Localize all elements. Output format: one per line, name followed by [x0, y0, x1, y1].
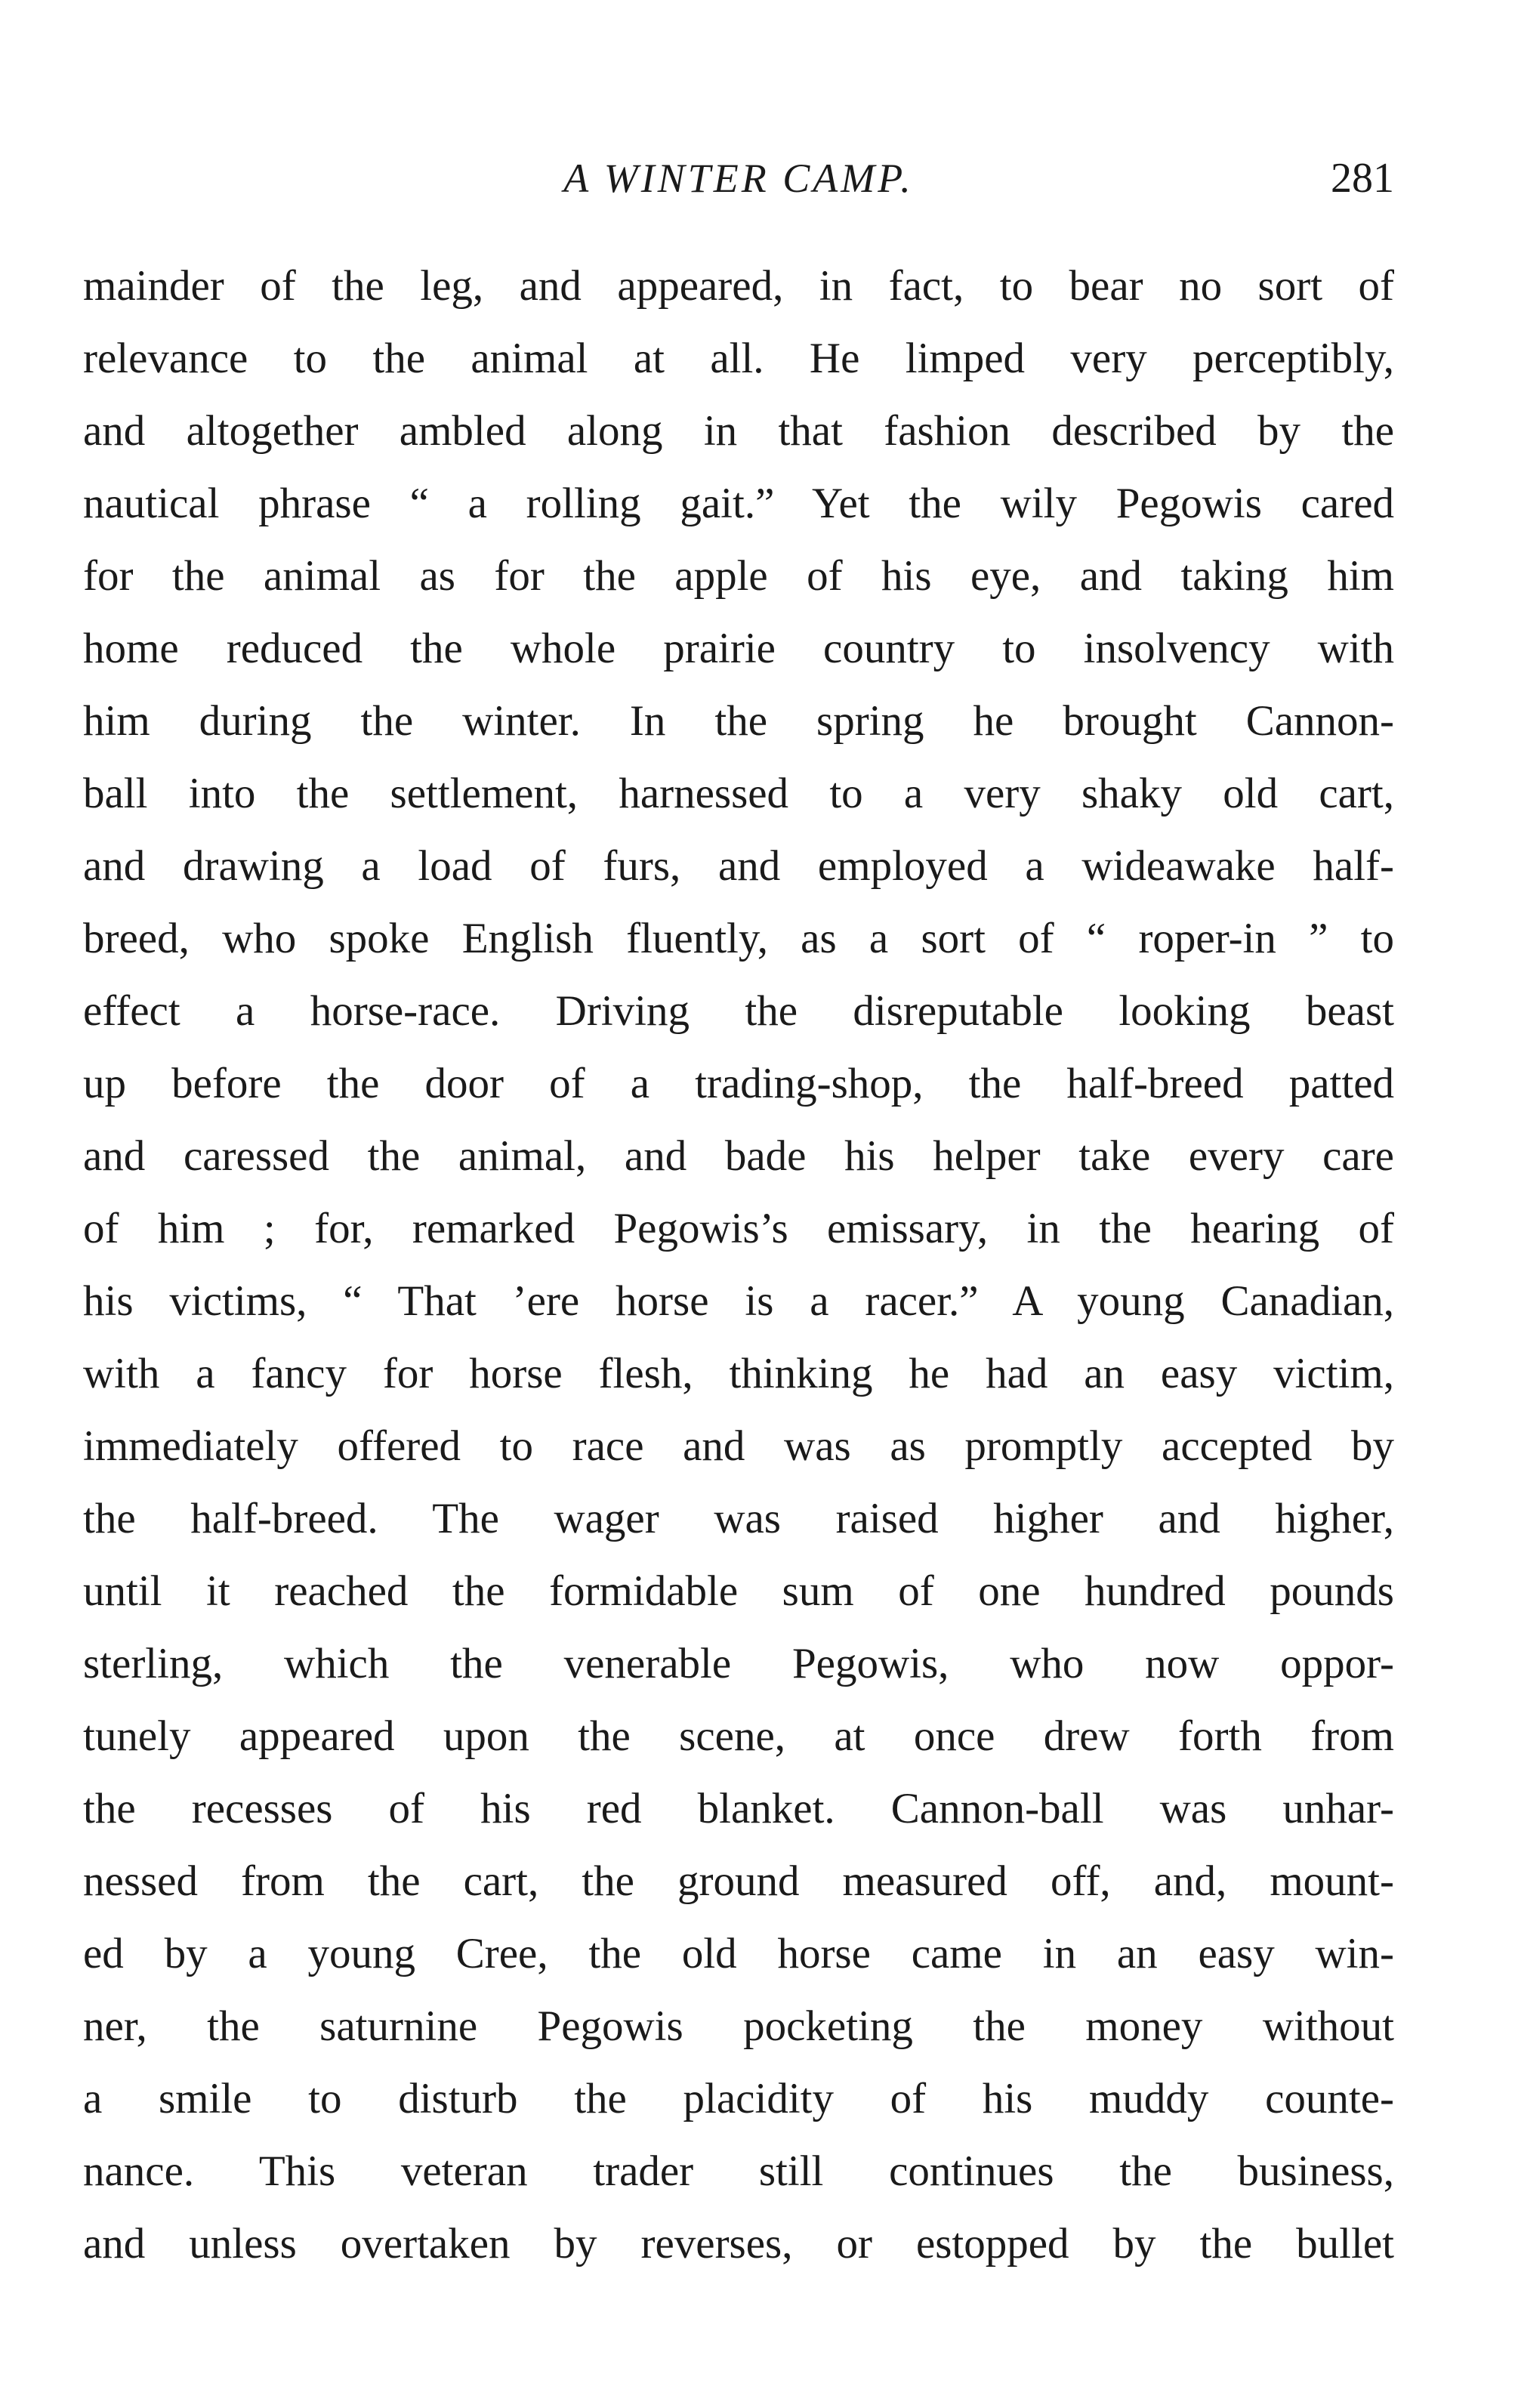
text-line: ball into the settlement, harnessed to a very shaky old cart,: [83, 770, 1394, 817]
text-line: nautical phrase “ a rolling gait.” Yet the wily Pegowis cared: [83, 480, 1394, 527]
body-text: [83, 250, 1394, 2280]
text-line: relevance to the animal at all. He limped very perceptibly,: [83, 335, 1394, 382]
text-line: immediately offered to race and was as promptly accepted by: [83, 1422, 1394, 1470]
text-line: the half-breed. The wager was raised higher and higher,: [83, 1495, 1394, 1542]
text-line: breed, who spoke English fluently, as a sort of “ roper-in ” to: [83, 915, 1394, 962]
text-line: home reduced the whole prairie country to insolvency with: [83, 625, 1394, 672]
text-line: him during the winter. In the spring he brought Cannon-: [83, 697, 1394, 745]
page-number: 281: [1331, 155, 1394, 202]
text-line: the recesses of his red blanket. Cannon-ball was unhar-: [83, 1785, 1394, 1832]
running-title: A WINTER CAMP.: [563, 156, 914, 201]
text-line: mainder of the leg, and appeared, in fact, to bear no sort of: [83, 262, 1394, 310]
text-line: and drawing a load of furs, and employed a wideawake half-: [83, 842, 1394, 890]
text-line: and unless overtaken by reverses, or estopped by the bullet: [83, 2220, 1394, 2268]
text-line: a smile to disturb the placidity of his muddy counte-: [83, 2075, 1394, 2122]
text-line: and altogether ambled along in that fashion described by the: [83, 407, 1394, 455]
text-line: effect a horse-race. Driving the disreputable looking beast: [83, 987, 1394, 1035]
text-line: sterling, which the venerable Pegowis, who now oppor-: [83, 1640, 1394, 1687]
text-line: ed by a young Cree, the old horse came in an easy win-: [83, 1930, 1394, 1977]
text-line: nessed from the cart, the ground measured off, and, mount-: [83, 1857, 1394, 1905]
text-line: for the animal as for the apple of his eye, and taking him: [83, 552, 1394, 600]
text-line: up before the door of a trading-shop, the half-breed patted: [83, 1060, 1394, 1107]
running-head: [83, 148, 1394, 208]
text-line: until it reached the formidable sum of one hundred pounds: [83, 1567, 1394, 1615]
text-line: his victims, “ That ’ere horse is a racer.” A young Canadian,: [83, 1277, 1394, 1325]
text-line: and caressed the animal, and bade his helper take every care: [83, 1132, 1394, 1180]
text-line: nance. This veteran trader still continues the business,: [83, 2147, 1394, 2195]
text-line: ner, the saturnine Pegowis pocketing the money without: [83, 2002, 1394, 2050]
text-line: of him ; for, remarked Pegowis’s emissary, in the hearing of: [83, 1205, 1394, 1252]
text-line: with a fancy for horse flesh, thinking he had an easy victim,: [83, 1350, 1394, 1397]
text-line: tunely appeared upon the scene, at once drew forth from: [83, 1712, 1394, 1760]
